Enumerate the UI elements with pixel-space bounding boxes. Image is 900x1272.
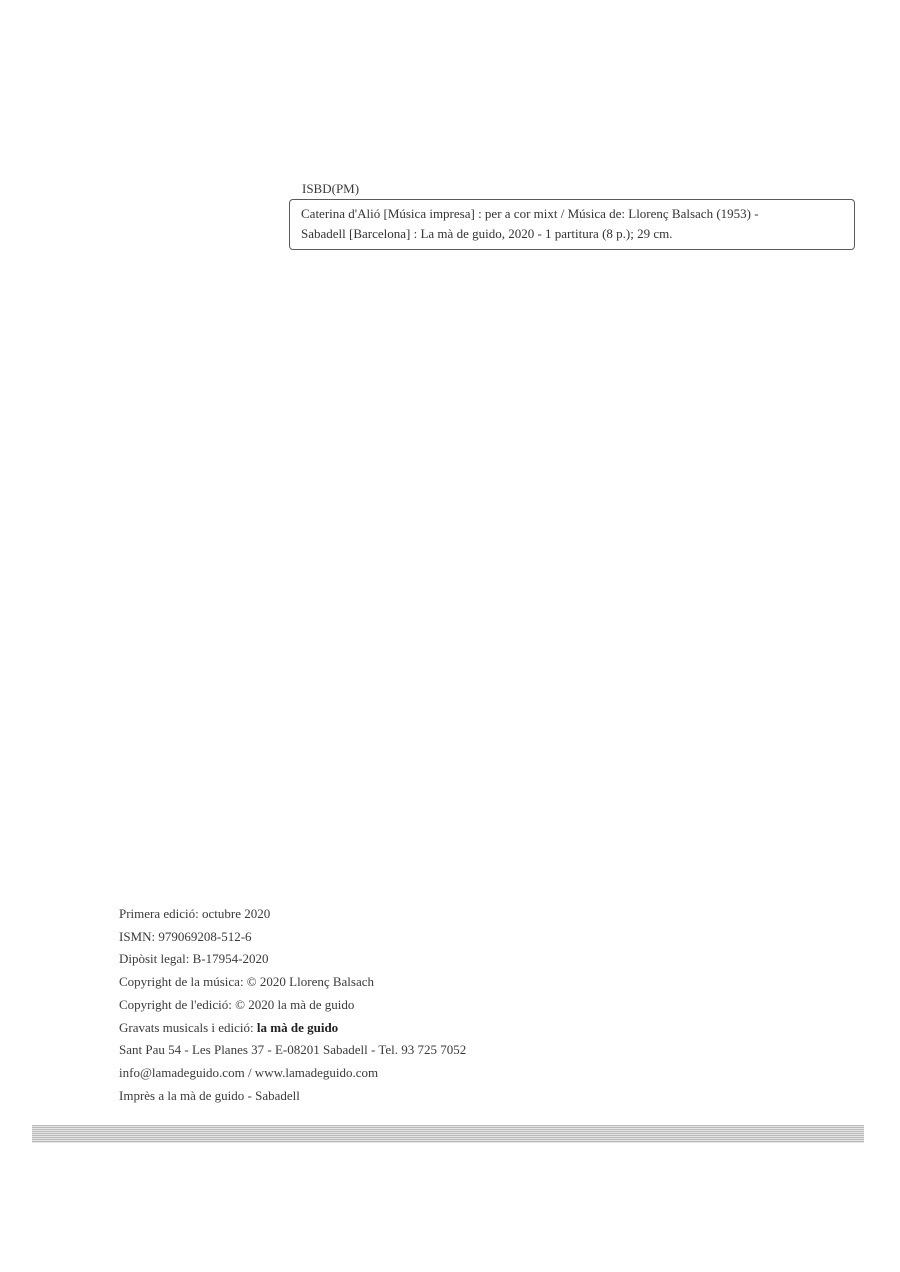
isbd-record-box bbox=[289, 199, 855, 250]
edition-copyright-line: Copyright de l'edició: © 2020 la mà de guido bbox=[119, 996, 355, 1012]
engraving-line bbox=[119, 1017, 466, 1040]
ismn-line: ISMN: 979069208-512-6 bbox=[119, 928, 252, 944]
address-line: Sant Pau 54 - Les Planes 37 - E-08201 Sabadell - Tel. 93 725 7052 bbox=[119, 1042, 467, 1058]
isbd-line-1: Caterina d'Alió [Música impresa] : per a cor mixt / Música de: Llorenç Balsach (1953) - bbox=[301, 206, 759, 221]
decorative-rule bbox=[32, 1125, 864, 1143]
publisher-name: la mà de guido bbox=[256, 1019, 339, 1035]
legal-deposit-line: Dipòsit legal: B-17954-2020 bbox=[119, 951, 269, 967]
music-copyright-line: Copyright de la música: © 2020 Llorenç Balsach bbox=[119, 974, 375, 990]
contact-line: info@lamadeguido.com / www.lamadeguido.com bbox=[119, 1064, 379, 1080]
printed-line: Imprès a la mà de guido - Sabadell bbox=[119, 1087, 300, 1103]
isbd-line-2: Sabadell [Barcelona] : La mà de guido, 2020 - 1 partitura (8 p.); 29 cm. bbox=[301, 226, 673, 241]
engraving-prefix: Gravats musicals i edició: bbox=[119, 1019, 257, 1035]
credits-block bbox=[119, 903, 466, 1107]
isbd-label: ISBD(PM) bbox=[302, 181, 360, 196]
first-edition-line: Primera edició: octubre 2020 bbox=[119, 906, 271, 921]
